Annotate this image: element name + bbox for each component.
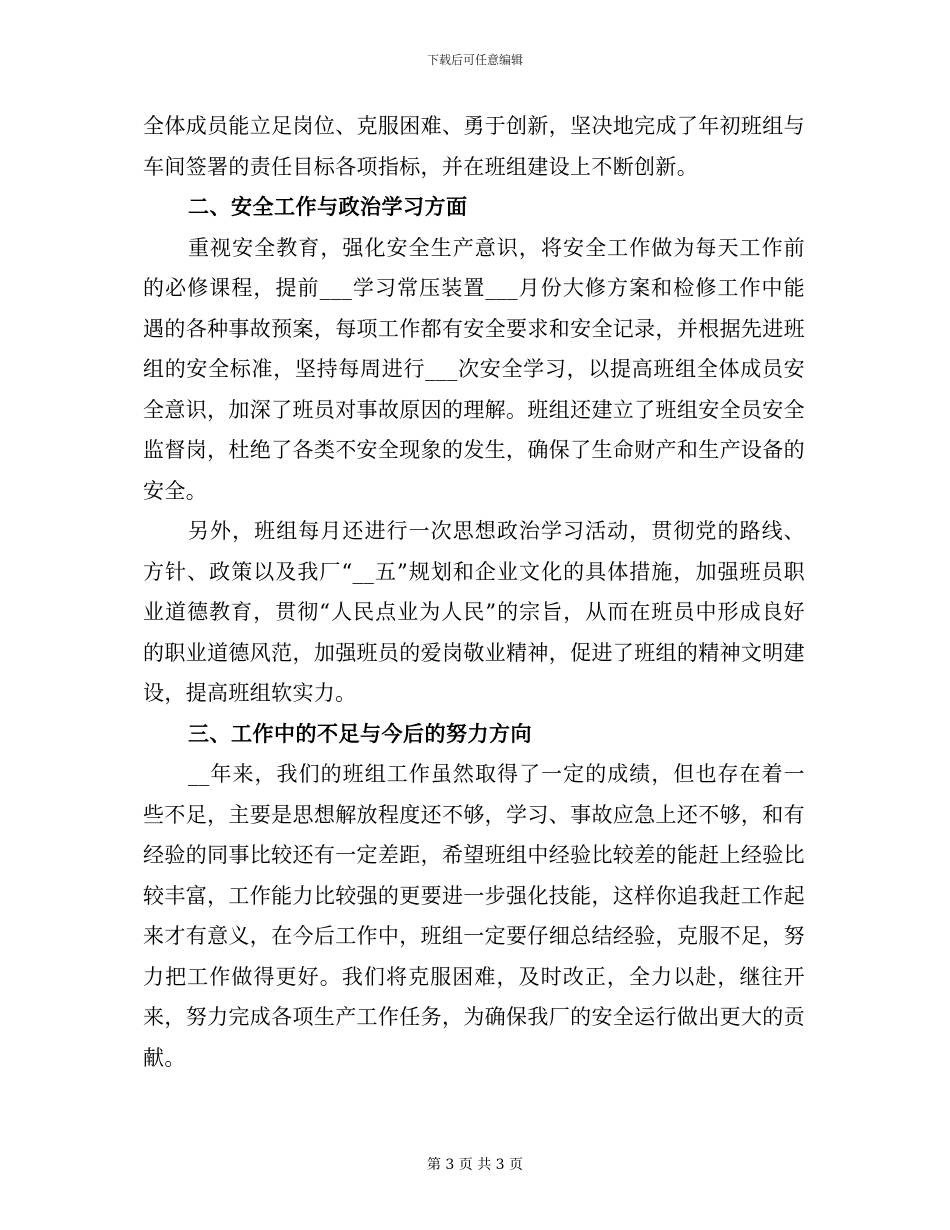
section-heading-safety-politics: 二、安全工作与政治学习方面 xyxy=(188,195,468,219)
page-number: 第 3 页 共 3 页 xyxy=(426,1157,524,1173)
paragraph-safety-education: 重视安全教育，强化安全生产意识，将安全工作做为每天工作前的必修课程，提前___学习常压装置___月份大修方案和检修工作中能遇的各种事故预案，每项工作都有安全要求和安全记录，并根据先进班组的安全标准，坚持每周进行___次安全学习，以提高班组全体成员安全意识，加深了班员对事故原因的理解。班组还建立了班组安全员安全监督岗，杜绝了各类不安全现象的发生，确保了生命财产和生产设备的安全。 xyxy=(143,235,805,503)
paragraph-shortcomings: __年来，我们的班组工作虽然取得了一定的成绩，但也存在着一些不足，主要是思想解放程度还不够，学习、事故应急上还不够，和有经验的同事比较还有一定差距，希望班组中经验比较差的能赶上经验比较丰富，工作能力比较强的更要进一步强化技能，这样你追我赶工作起来才有意义，在今后工作中，班组一定要仔细总结经验，克服不足，努力把工作做得更好。我们将克服困难，及时改正，全力以赴，继往开来，努力完成各项生产工作任务，为确保我厂的安全运行做出更大的贡献。 xyxy=(143,762,805,1070)
document-body xyxy=(143,106,805,1078)
section-heading-shortcomings: 三、工作中的不足与今后的努力方向 xyxy=(188,721,532,746)
paragraph-continuation: 全体成员能立足岗位、克服困难、勇于创新，坚决地完成了年初班组与车间签署的责任目标各项指标，并在班组建设上不断创新。 xyxy=(143,114,805,179)
paragraph-political-study: 另外，班组每月还进行一次思想政治学习活动，贯彻党的路线、方针、政策以及我厂“__五”规划和企业文化的具体措施，加强班员职业道德教育，贯彻“人民点业为人民”的宗旨，从而在班员中形成良好的职业道德风范，加强班员的爱岗敬业精神，促进了班组的精神文明建设，提高班组软实力。 xyxy=(143,519,805,705)
page-header: 下载后可任意编辑 xyxy=(426,53,523,67)
